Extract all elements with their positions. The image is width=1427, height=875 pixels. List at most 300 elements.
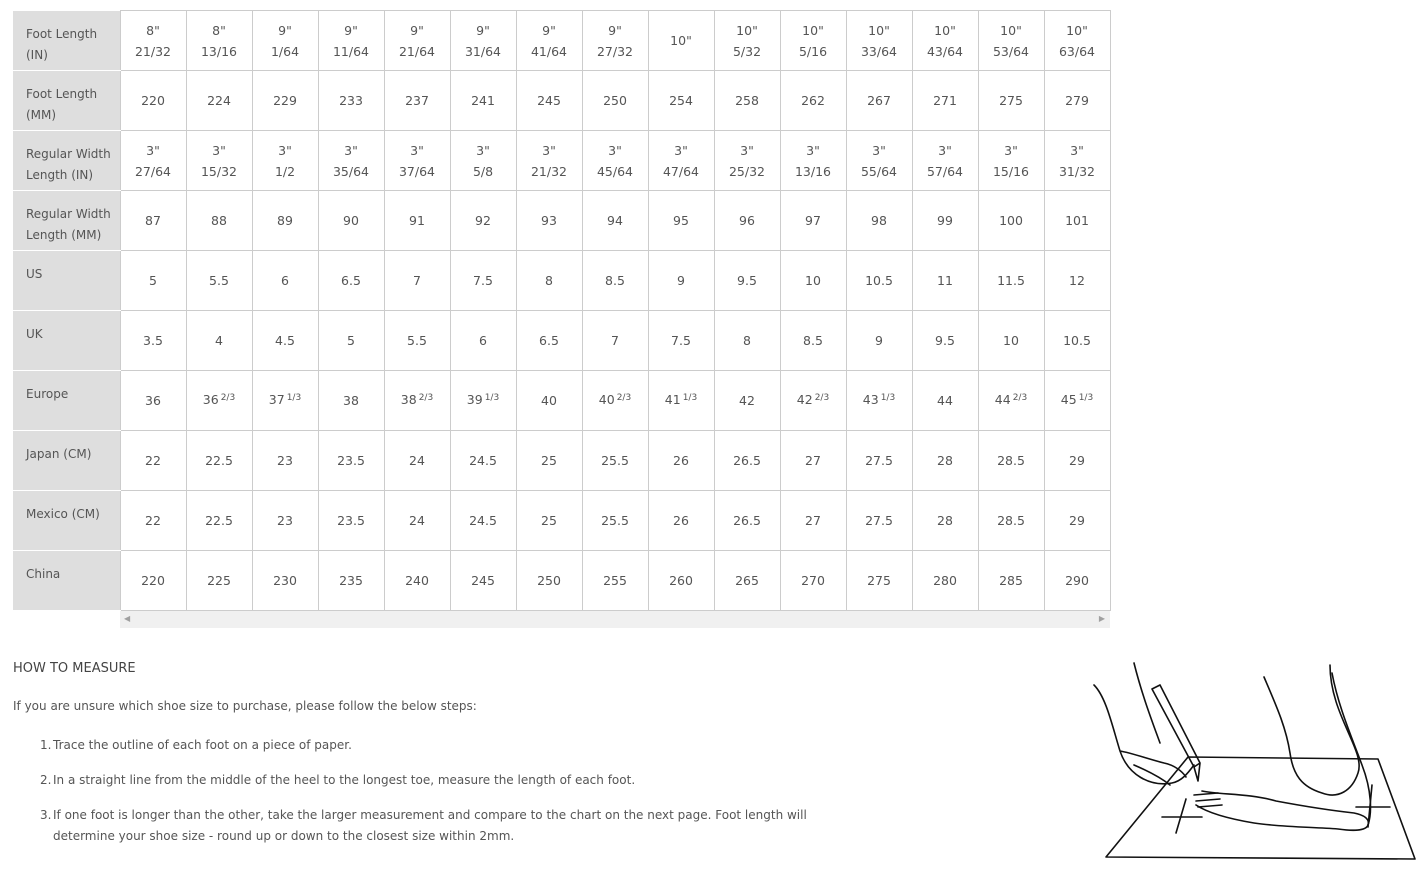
size-cell <box>912 71 978 131</box>
cell-value: 24 <box>409 513 425 528</box>
cell-value: 3" 57/64 <box>926 142 964 179</box>
size-cell <box>780 191 846 251</box>
size-chart-table <box>13 10 1111 611</box>
size-cell <box>318 71 384 131</box>
cell-value: 45 <box>1060 391 1077 407</box>
size-cell <box>318 311 384 371</box>
cell-value: 22 <box>145 453 161 468</box>
cell-value: 6 <box>479 333 487 348</box>
cell-value: 224 <box>207 93 231 108</box>
size-cell <box>252 371 318 431</box>
toe-mark <box>1162 799 1202 833</box>
cell-value: 3" 27/64 <box>134 142 172 179</box>
cell-value: 3.5 <box>143 333 163 348</box>
cell-value: 3" 25/32 <box>728 142 766 179</box>
cell-value: 241 <box>471 93 495 108</box>
cell-value: 10" 33/64 <box>860 22 898 59</box>
cell-value: 97 <box>805 213 821 228</box>
cell-value: 40 <box>598 391 615 407</box>
size-cell <box>648 491 714 551</box>
row-header: Mexico (CM) <box>13 491 120 551</box>
size-cell <box>186 311 252 371</box>
cell-value: 44 <box>937 393 953 408</box>
cell-value: 6.5 <box>539 333 559 348</box>
step-number: 2. <box>40 773 52 787</box>
cell-value: 8" 13/16 <box>200 22 238 59</box>
cell-value: 275 <box>999 93 1023 108</box>
cell-value: 7.5 <box>473 273 493 288</box>
size-row <box>13 131 1110 191</box>
size-row <box>13 371 1110 431</box>
size-cell <box>450 191 516 251</box>
size-cell <box>846 311 912 371</box>
size-cell <box>384 371 450 431</box>
size-cell <box>516 371 582 431</box>
size-cell <box>1044 311 1110 371</box>
cell-value: 3" 1/2 <box>274 142 296 179</box>
cell-value: 280 <box>933 573 957 588</box>
cell-value: 3" 47/64 <box>662 142 700 179</box>
size-chart-body <box>13 11 1110 611</box>
size-cell <box>582 71 648 131</box>
row-header: Foot Length (MM) <box>13 71 120 131</box>
heel-mark <box>1356 785 1390 827</box>
size-cell <box>714 251 780 311</box>
size-cell <box>912 551 978 611</box>
size-cell <box>582 251 648 311</box>
size-cell <box>978 371 1044 431</box>
size-cell <box>384 71 450 131</box>
size-cell <box>582 311 648 371</box>
measure-step <box>40 735 860 756</box>
size-cell <box>714 551 780 611</box>
size-cell <box>846 431 912 491</box>
cell-value: 24 <box>409 453 425 468</box>
cell-value: 10" 5/16 <box>798 22 828 59</box>
measure-step <box>40 770 860 791</box>
cell-fraction: 2/3 <box>616 392 632 403</box>
size-cell <box>846 131 912 191</box>
size-cell <box>978 311 1044 371</box>
cell-value: 235 <box>339 573 363 588</box>
cell-value: 12 <box>1069 273 1085 288</box>
size-cell <box>912 11 978 71</box>
size-cell <box>252 71 318 131</box>
size-cell <box>120 371 186 431</box>
size-cell <box>582 551 648 611</box>
cell-value: 37 <box>268 391 285 407</box>
cell-value: 9" 1/64 <box>270 22 300 59</box>
size-cell <box>252 191 318 251</box>
size-cell <box>714 11 780 71</box>
size-cell <box>1044 191 1110 251</box>
step-number: 3. <box>40 808 52 822</box>
cell-value: 25.5 <box>601 513 629 528</box>
cell-value: 9" 21/64 <box>398 22 436 59</box>
cell-value: 41 <box>664 391 681 407</box>
cell-value: 6 <box>281 273 289 288</box>
hand-outline <box>1094 685 1194 785</box>
cell-value: 25 <box>541 453 557 468</box>
size-cell <box>450 431 516 491</box>
size-row <box>13 71 1110 131</box>
cell-value: 275 <box>867 573 891 588</box>
cell-value: 28.5 <box>997 513 1025 528</box>
size-cell <box>648 371 714 431</box>
cell-value: 3" 31/32 <box>1058 142 1096 179</box>
cell-value: 245 <box>537 93 561 108</box>
size-cell <box>450 251 516 311</box>
size-cell <box>648 191 714 251</box>
size-cell <box>318 371 384 431</box>
foot-measuring-illustration <box>1090 655 1420 865</box>
cell-value: 29 <box>1069 513 1085 528</box>
cell-value: 9" 31/64 <box>464 22 502 59</box>
size-cell <box>714 131 780 191</box>
cell-value: 7.5 <box>671 333 691 348</box>
size-cell <box>450 311 516 371</box>
size-cell <box>1044 11 1110 71</box>
size-cell <box>120 251 186 311</box>
row-header: Regular Width Length (IN) <box>13 131 120 191</box>
cell-value: 28 <box>937 453 953 468</box>
cell-value: 3" 15/16 <box>992 142 1030 179</box>
cell-value: 3" 5/8 <box>472 142 494 179</box>
scroll-right-arrow-icon[interactable]: ▶ <box>1098 614 1105 623</box>
size-cell <box>846 251 912 311</box>
size-cell <box>516 131 582 191</box>
cell-value: 11.5 <box>997 273 1025 288</box>
paper-sheet <box>1106 757 1415 859</box>
cell-value: 9.5 <box>935 333 955 348</box>
cell-value: 225 <box>207 573 231 588</box>
cell-fraction: 2/3 <box>1012 392 1028 403</box>
cell-value: 220 <box>141 93 165 108</box>
size-cell <box>120 431 186 491</box>
cell-value: 9 <box>677 273 685 288</box>
cell-value: 240 <box>405 573 429 588</box>
cell-value: 22 <box>145 513 161 528</box>
size-cell <box>120 11 186 71</box>
size-cell <box>186 491 252 551</box>
size-cell <box>450 131 516 191</box>
row-header: China <box>13 551 120 611</box>
cell-value: 98 <box>871 213 887 228</box>
cell-value: 255 <box>603 573 627 588</box>
size-cell <box>780 371 846 431</box>
cell-value: 7 <box>611 333 619 348</box>
row-header: UK <box>13 311 120 371</box>
cell-value: 290 <box>1065 573 1089 588</box>
cell-value: 270 <box>801 573 825 588</box>
cell-value: 10.5 <box>865 273 893 288</box>
size-cell <box>780 131 846 191</box>
cell-value: 27 <box>805 453 821 468</box>
row-header: US <box>13 251 120 311</box>
size-cell <box>384 491 450 551</box>
size-cell <box>186 191 252 251</box>
size-cell <box>384 551 450 611</box>
measure-steps-list <box>40 735 860 861</box>
cell-value: 3" 15/32 <box>200 142 238 179</box>
row-header: Regular Width Length (MM) <box>13 191 120 251</box>
size-cell <box>912 251 978 311</box>
size-cell <box>516 551 582 611</box>
size-cell <box>780 551 846 611</box>
cell-value: 260 <box>669 573 693 588</box>
cell-value: 3" 35/64 <box>332 142 370 179</box>
cell-value: 27.5 <box>865 453 893 468</box>
cell-value: 27 <box>805 513 821 528</box>
size-cell <box>186 431 252 491</box>
cell-value: 10" 53/64 <box>992 22 1030 59</box>
cell-value: 22.5 <box>205 513 233 528</box>
size-cell <box>120 311 186 371</box>
cell-value: 91 <box>409 213 425 228</box>
cell-value: 92 <box>475 213 491 228</box>
cell-value: 230 <box>273 573 297 588</box>
size-cell <box>318 131 384 191</box>
size-row <box>13 251 1110 311</box>
cell-value: 254 <box>669 93 693 108</box>
cell-value: 233 <box>339 93 363 108</box>
size-cell <box>1044 131 1110 191</box>
cell-value: 95 <box>673 213 689 228</box>
cell-fraction: 1/3 <box>1078 392 1094 403</box>
cell-value: 10.5 <box>1063 333 1091 348</box>
cell-value: 22.5 <box>205 453 233 468</box>
cell-value: 8" 21/32 <box>134 22 172 59</box>
size-cell <box>714 491 780 551</box>
cell-value: 38 <box>343 393 359 408</box>
size-row <box>13 311 1110 371</box>
size-cell <box>582 371 648 431</box>
size-cell <box>450 71 516 131</box>
cell-value: 28.5 <box>997 453 1025 468</box>
cell-value: 10 <box>805 273 821 288</box>
size-cell <box>516 251 582 311</box>
size-cell <box>252 311 318 371</box>
size-row <box>13 431 1110 491</box>
cell-value: 9" 41/64 <box>530 22 568 59</box>
cell-value: 4.5 <box>275 333 295 348</box>
cell-value: 271 <box>933 93 957 108</box>
cell-value: 39 <box>466 391 483 407</box>
cell-value: 9" 27/32 <box>596 22 634 59</box>
size-cell <box>780 71 846 131</box>
cell-value: 38 <box>400 391 417 407</box>
size-cell <box>846 371 912 431</box>
size-cell <box>120 71 186 131</box>
size-cell <box>384 251 450 311</box>
cell-value: 285 <box>999 573 1023 588</box>
size-cell <box>186 11 252 71</box>
size-cell <box>384 311 450 371</box>
cell-value: 9 <box>875 333 883 348</box>
size-cell <box>648 131 714 191</box>
cell-value: 94 <box>607 213 623 228</box>
horizontal-scrollbar[interactable] <box>120 611 1110 628</box>
size-cell <box>252 131 318 191</box>
cell-value: 229 <box>273 93 297 108</box>
size-cell <box>780 251 846 311</box>
size-cell <box>384 431 450 491</box>
cell-value: 25 <box>541 513 557 528</box>
cell-value: 93 <box>541 213 557 228</box>
cell-value: 262 <box>801 93 825 108</box>
size-cell <box>912 131 978 191</box>
cell-fraction: 1/3 <box>682 392 698 403</box>
step-text: If one foot is longer than the other, take the larger measurement and compare to the chart on the next page. Foot length will determine your shoe size - round up or down to the closest size within 2mm. <box>53 808 807 843</box>
step-text: In a straight line from the middle of the heel to the longest toe, measure the length of each foot. <box>53 773 636 787</box>
cell-value: 40 <box>541 393 557 408</box>
cell-value: 4 <box>215 333 223 348</box>
size-cell <box>978 251 1044 311</box>
size-cell <box>1044 491 1110 551</box>
cell-value: 7 <box>413 273 421 288</box>
cell-value: 5.5 <box>407 333 427 348</box>
size-cell <box>846 491 912 551</box>
cell-value: 258 <box>735 93 759 108</box>
size-cell <box>912 191 978 251</box>
size-cell <box>714 191 780 251</box>
leg-outline <box>1264 665 1359 795</box>
cell-value: 3" 55/64 <box>860 142 898 179</box>
size-cell <box>252 11 318 71</box>
cell-fraction: 1/3 <box>286 392 302 403</box>
size-cell <box>318 251 384 311</box>
size-cell <box>648 11 714 71</box>
cell-value: 8.5 <box>803 333 823 348</box>
size-cell <box>912 371 978 431</box>
size-cell <box>582 191 648 251</box>
size-cell <box>318 551 384 611</box>
cell-value: 8 <box>743 333 751 348</box>
cell-value: 5.5 <box>209 273 229 288</box>
cell-fraction: 2/3 <box>814 392 830 403</box>
cell-value: 23 <box>277 513 293 528</box>
row-header: Foot Length (IN) <box>13 11 120 71</box>
size-cell <box>252 551 318 611</box>
size-cell <box>780 491 846 551</box>
size-cell <box>186 71 252 131</box>
size-cell <box>582 11 648 71</box>
size-cell <box>582 491 648 551</box>
size-cell <box>450 551 516 611</box>
size-cell <box>1044 71 1110 131</box>
size-cell <box>252 431 318 491</box>
size-cell <box>978 71 1044 131</box>
cell-value: 8 <box>545 273 553 288</box>
cell-value: 5 <box>149 273 157 288</box>
step-text: Trace the outline of each foot on a piece of paper. <box>53 738 352 752</box>
cell-value: 9" 11/64 <box>332 22 370 59</box>
cell-value: 88 <box>211 213 227 228</box>
arm-outline <box>1134 663 1160 743</box>
size-cell <box>516 311 582 371</box>
cell-value: 100 <box>999 213 1023 228</box>
cell-value: 3" 21/32 <box>530 142 568 179</box>
size-cell <box>450 491 516 551</box>
size-cell <box>648 551 714 611</box>
cell-value: 10" 63/64 <box>1058 22 1096 59</box>
size-cell <box>912 491 978 551</box>
size-cell <box>978 131 1044 191</box>
cell-value: 23.5 <box>337 453 365 468</box>
cell-value: 10" 5/32 <box>732 22 762 59</box>
cell-value: 267 <box>867 93 891 108</box>
how-to-measure-heading: HOW TO MEASURE <box>13 661 136 676</box>
scroll-left-arrow-icon[interactable]: ◀ <box>124 614 131 623</box>
cell-value: 26 <box>673 513 689 528</box>
cell-value: 10" 43/64 <box>926 22 964 59</box>
step-number: 1. <box>40 738 52 752</box>
cell-value: 90 <box>343 213 359 228</box>
cell-value: 3" 13/16 <box>794 142 832 179</box>
size-cell <box>252 491 318 551</box>
size-cell <box>186 371 252 431</box>
row-header: Japan (CM) <box>13 431 120 491</box>
cell-value: 44 <box>994 391 1011 407</box>
size-cell <box>714 371 780 431</box>
cell-value: 87 <box>145 213 161 228</box>
cell-value: 5 <box>347 333 355 348</box>
size-cell <box>450 371 516 431</box>
size-cell <box>780 311 846 371</box>
size-cell <box>846 191 912 251</box>
size-cell <box>120 131 186 191</box>
cell-fraction: 2/3 <box>418 392 434 403</box>
cell-value: 220 <box>141 573 165 588</box>
size-cell <box>780 431 846 491</box>
cell-value: 6.5 <box>341 273 361 288</box>
size-cell <box>912 311 978 371</box>
size-row <box>13 491 1110 551</box>
size-cell <box>648 311 714 371</box>
cell-value: 36 <box>145 393 161 408</box>
size-cell <box>516 431 582 491</box>
cell-fraction: 1/3 <box>484 392 500 403</box>
toe-lines <box>1194 793 1222 807</box>
size-cell <box>714 71 780 131</box>
size-cell <box>120 191 186 251</box>
cell-value: 24.5 <box>469 453 497 468</box>
cell-value: 42 <box>796 391 813 407</box>
cell-value: 265 <box>735 573 759 588</box>
size-cell <box>516 71 582 131</box>
cell-value: 26.5 <box>733 453 761 468</box>
size-cell <box>714 311 780 371</box>
cell-value: 42 <box>739 393 755 408</box>
cell-value: 10" <box>670 33 692 48</box>
size-cell <box>648 431 714 491</box>
cell-value: 237 <box>405 93 429 108</box>
measure-step <box>40 805 860 847</box>
cell-value: 9.5 <box>737 273 757 288</box>
size-cell <box>120 551 186 611</box>
size-cell <box>120 491 186 551</box>
cell-value: 24.5 <box>469 513 497 528</box>
size-cell <box>384 131 450 191</box>
size-cell <box>978 431 1044 491</box>
size-cell <box>186 251 252 311</box>
cell-fraction: 1/3 <box>880 392 896 403</box>
size-cell <box>318 491 384 551</box>
size-cell <box>1044 251 1110 311</box>
cell-value: 27.5 <box>865 513 893 528</box>
cell-value: 3" 37/64 <box>398 142 436 179</box>
size-cell <box>780 11 846 71</box>
